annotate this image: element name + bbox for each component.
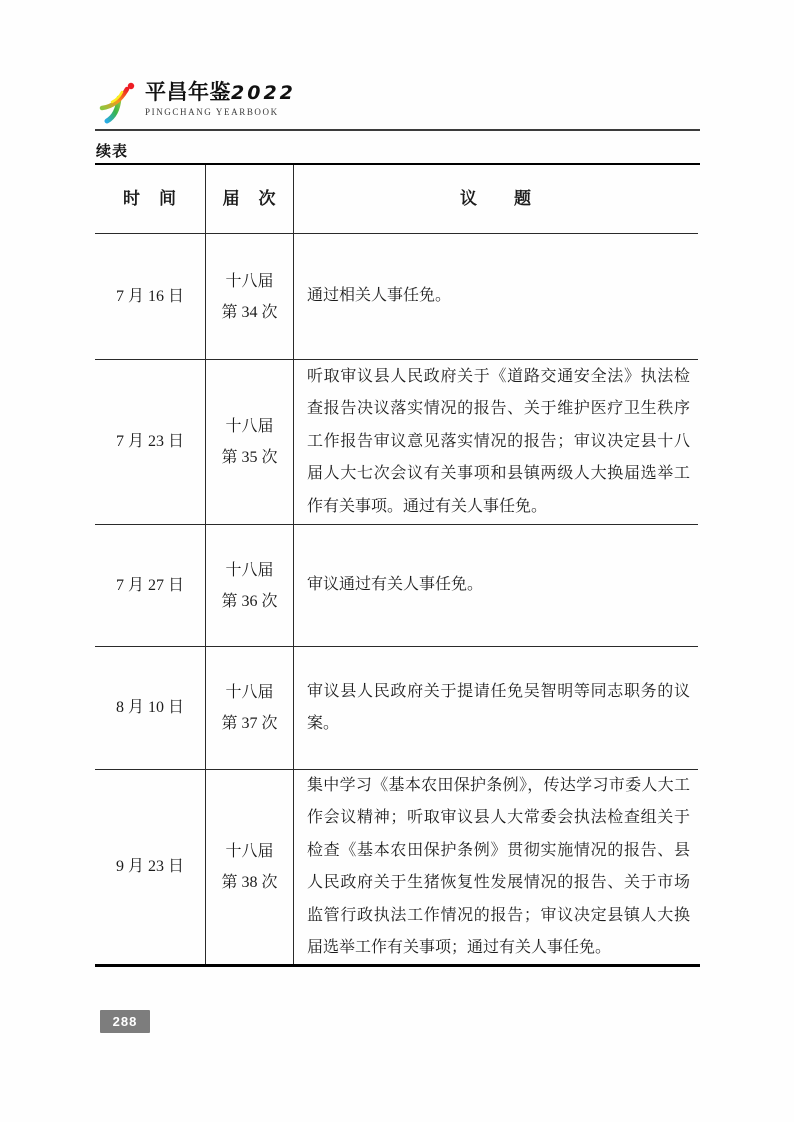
session-line-1: 十八届: [225, 684, 274, 701]
topic-text: 审议通过有关人事任免。: [307, 576, 484, 594]
yearbook-logo-swoosh-icon: [98, 80, 138, 124]
session-line-1: 十八届: [225, 272, 274, 290]
cell-time: 7 月 16 日: [95, 233, 205, 359]
session-line-2: 第 36 次: [221, 592, 278, 610]
cell-topic: [293, 524, 698, 646]
cell-time: 7 月 27 日: [95, 524, 205, 646]
topic-text: 听取审议县人民政府关于《道路交通安全法》执法检查报告决议落实情况的报告、关于维护医疗卫生秩序工作报告审议意见落实情况的报告；审议决定县十八届人大七次会议有关事项和县镇两级人大换届选举工作有关事项。通过有关人事任免。: [307, 367, 690, 515]
column-header-session: 届 次: [205, 165, 293, 233]
topic-text: 审议县人民政府关于提请任免吴智明等同志职务的议案。: [307, 682, 690, 732]
cell-topic: [293, 769, 698, 964]
brand-text-block: [145, 80, 296, 117]
cell-topic: [293, 233, 698, 359]
sessions-table: [95, 163, 700, 967]
yearbook-title-year: 2022: [231, 82, 296, 104]
cell-session: [205, 769, 293, 964]
session-line-2: 第 34 次: [221, 303, 278, 321]
cell-time: 7 月 23 日: [95, 359, 205, 524]
session-line-2: 第 38 次: [221, 874, 278, 891]
session-line-1: 十八届: [225, 843, 274, 860]
session-line-1: 十八届: [225, 561, 274, 579]
cell-session: [205, 524, 293, 646]
cell-time: 8 月 10 日: [95, 646, 205, 769]
cell-session: [205, 646, 293, 769]
column-header-time: 时 间: [123, 189, 177, 208]
column-header-topic: 议 题: [293, 165, 698, 233]
page-number-badge: 288: [100, 1010, 150, 1033]
session-line-1: 十八届: [225, 418, 274, 435]
table-continued-label: 续表: [96, 144, 129, 160]
session-line-2: 第 35 次: [221, 449, 278, 466]
yearbook-title-cn: 平昌年鉴: [145, 80, 231, 104]
cell-session: [205, 233, 293, 359]
yearbook-title: [145, 80, 296, 105]
session-line-2: 第 37 次: [221, 715, 278, 732]
cell-topic: [293, 646, 698, 769]
cell-topic: [293, 359, 698, 524]
cell-session: [205, 359, 293, 524]
topic-text: 通过相关人事任免。: [307, 287, 452, 305]
yearbook-subtitle: PINGCHANG YEARBOOK: [145, 107, 279, 117]
topic-text: 集中学习《基本农田保护条例》，传达学习市委人大工作会议精神；听取审议县人大常委会执法检查组关于检查《基本农田保护条例》贯彻实施情况的报告、县人民政府关于生猪恢复性发展情况的报告、关于市场监管行政执法工作情况的报告；审议决定县镇人大换届选举工作有关事项；通过有关人事任免。: [307, 776, 690, 956]
header-divider-line: [95, 129, 700, 131]
cell-time: 9 月 23 日: [95, 769, 205, 964]
page-header: [98, 80, 296, 124]
